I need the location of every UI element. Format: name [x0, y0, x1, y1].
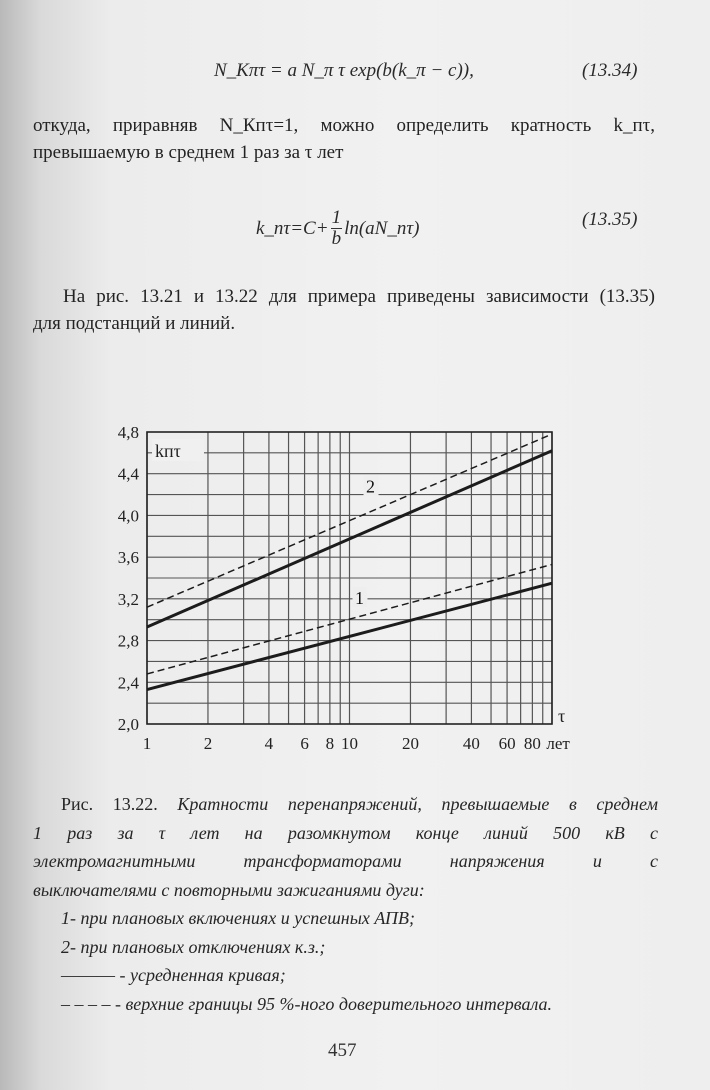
formula-13-35-number: (13.35): [582, 209, 638, 230]
formula-13-34-text: N_Kπτ = a N_π τ exp(b(k_π − c)),: [214, 60, 474, 81]
x-tick-label: 2: [203, 734, 213, 753]
chart-annotations: [152, 439, 565, 726]
caption-item-1: 1- при плановых включениях и успешных АПВ;: [61, 908, 415, 928]
x-unit-label: лет: [546, 734, 570, 753]
caption-text-1: Кратности перенапряжений, превышаемые в среднем: [177, 794, 659, 814]
caption-line-4: выключателями с повторными зажиганиями дуги:: [33, 879, 425, 900]
caption-prefix: Рис. 13.22.: [61, 794, 158, 814]
formula-13-34-number: (13.34): [582, 60, 638, 81]
legend-dashed-text: - верхние границы 95 %-ного доверительного интервала.: [115, 993, 553, 1014]
formula-13-35-rhs: ln(aN_пτ): [344, 217, 420, 239]
y-axis-label: kпτ: [155, 441, 181, 461]
x-tick-label: 1: [142, 734, 152, 753]
legend-solid-text: - усредненная кривая;: [119, 965, 286, 985]
x-tick-label: 60: [498, 734, 516, 753]
x-tick-label: 4: [264, 734, 274, 753]
y-tick-label: 3,2: [117, 589, 139, 609]
caption-line-2: 1 раз за τ лет на разомкнутом конце линий 500 кВ с: [33, 822, 658, 843]
legend-solid-marker: ———: [61, 965, 115, 985]
y-tick-label: 2,4: [117, 673, 139, 693]
paragraph-1-line-2: превышаемую в среднем 1 раз за τ лет: [33, 142, 344, 163]
caption-legend-solid: [33, 961, 658, 990]
caption-legend-dashed: [33, 990, 658, 1019]
y-tick-label: 2,0: [117, 715, 139, 734]
paragraph-2-line-1: На рис. 13.21 и 13.22 для примера приведены зависимости (13.35): [63, 286, 655, 307]
x-tick-label: 20: [401, 734, 419, 753]
caption-line-3: электромагнитными трансформаторами напряжения и с: [33, 851, 658, 871]
x-tick-label: 6: [300, 734, 309, 753]
curve-label-2: 2: [366, 476, 376, 497]
y-tick-label: 4,4: [117, 464, 139, 484]
y-tick-label: 3,6: [117, 548, 139, 568]
legend-dashed-marker: – – – –: [61, 993, 111, 1014]
formula-13-35-numerator: 1: [331, 207, 342, 228]
x-axis-label: τ: [558, 706, 566, 726]
x-tick-label: 80: [523, 734, 541, 753]
y-tick-label: 2,8: [117, 631, 139, 651]
curve-label-1: 1: [354, 588, 364, 609]
paragraph-1-line-1: откуда, приравняв N_Кпτ=1, можно определить кратность k_пτ,: [33, 115, 655, 136]
caption-item-2: 2- при плановых отключениях к.з.;: [61, 936, 326, 957]
page-number: 457: [328, 1040, 357, 1061]
x-tick-label: 40: [462, 734, 480, 753]
y-tick-label: 4,0: [117, 506, 139, 526]
paragraph-2-line-2: для подстанций и линий.: [33, 313, 236, 334]
figure-caption: [33, 790, 658, 1018]
y-tick-label: 4,8: [117, 423, 139, 442]
caption-line-1: [33, 790, 658, 819]
formula-13-35-denominator: b: [331, 228, 342, 249]
x-tick-label: 8: [325, 734, 335, 753]
x-tick-label: 10: [341, 734, 358, 753]
formula-13-35-lhs: k_пτ=C+: [256, 217, 329, 239]
